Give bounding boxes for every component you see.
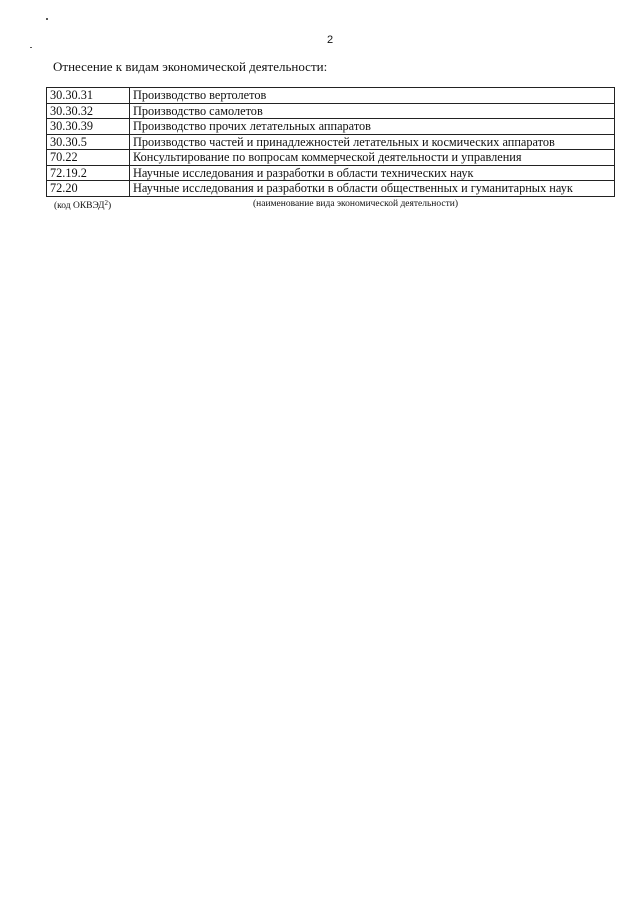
table-row	[47, 150, 615, 166]
table-row	[47, 181, 615, 197]
okved-code-cell: 72.19.2	[47, 165, 130, 181]
activity-name-cell: Научные исследования и разработки в области общественных и гуманитарных наук	[130, 181, 615, 197]
okved-code-cell: 30.30.5	[47, 134, 130, 150]
okved-code-caption	[54, 199, 111, 211]
table-row	[47, 134, 615, 150]
table-row	[47, 119, 615, 135]
okved-code-caption-text: (код ОКВЭД	[54, 201, 105, 211]
footnote-marker: 2	[104, 199, 108, 207]
okved-code-cell: 70.22	[47, 150, 130, 166]
activity-name-cell: Консультирование по вопросам коммерческой деятельности и управления	[130, 150, 615, 166]
okved-code-cell: 72.20	[47, 181, 130, 197]
table-row	[47, 165, 615, 181]
scan-speck	[30, 47, 32, 48]
section-heading: Отнесение к видам экономической деятельности:	[53, 59, 328, 74]
okved-table	[46, 87, 615, 197]
scan-speck	[46, 18, 48, 20]
table-row	[47, 88, 615, 104]
table-captions	[46, 199, 615, 213]
page-number: 2	[326, 34, 334, 46]
activity-name-caption: (наименование вида экономической деятельности)	[253, 199, 458, 209]
activity-name-cell: Производство прочих летательных аппаратов	[130, 119, 615, 135]
okved-code-cell: 30.30.32	[47, 103, 130, 119]
okved-code-caption-close: )	[107, 201, 112, 211]
okved-table-body	[47, 88, 615, 197]
okved-code-cell: 30.30.31	[47, 88, 130, 104]
activity-name-cell: Производство самолетов	[130, 103, 615, 119]
activity-name-cell: Производство вертолетов	[130, 88, 615, 104]
okved-code-cell: 30.30.39	[47, 119, 130, 135]
table-row	[47, 103, 615, 119]
activity-name-cell: Научные исследования и разработки в области технических наук	[130, 165, 615, 181]
activity-name-cell: Производство частей и принадлежностей летательных и космических аппаратов	[130, 134, 615, 150]
